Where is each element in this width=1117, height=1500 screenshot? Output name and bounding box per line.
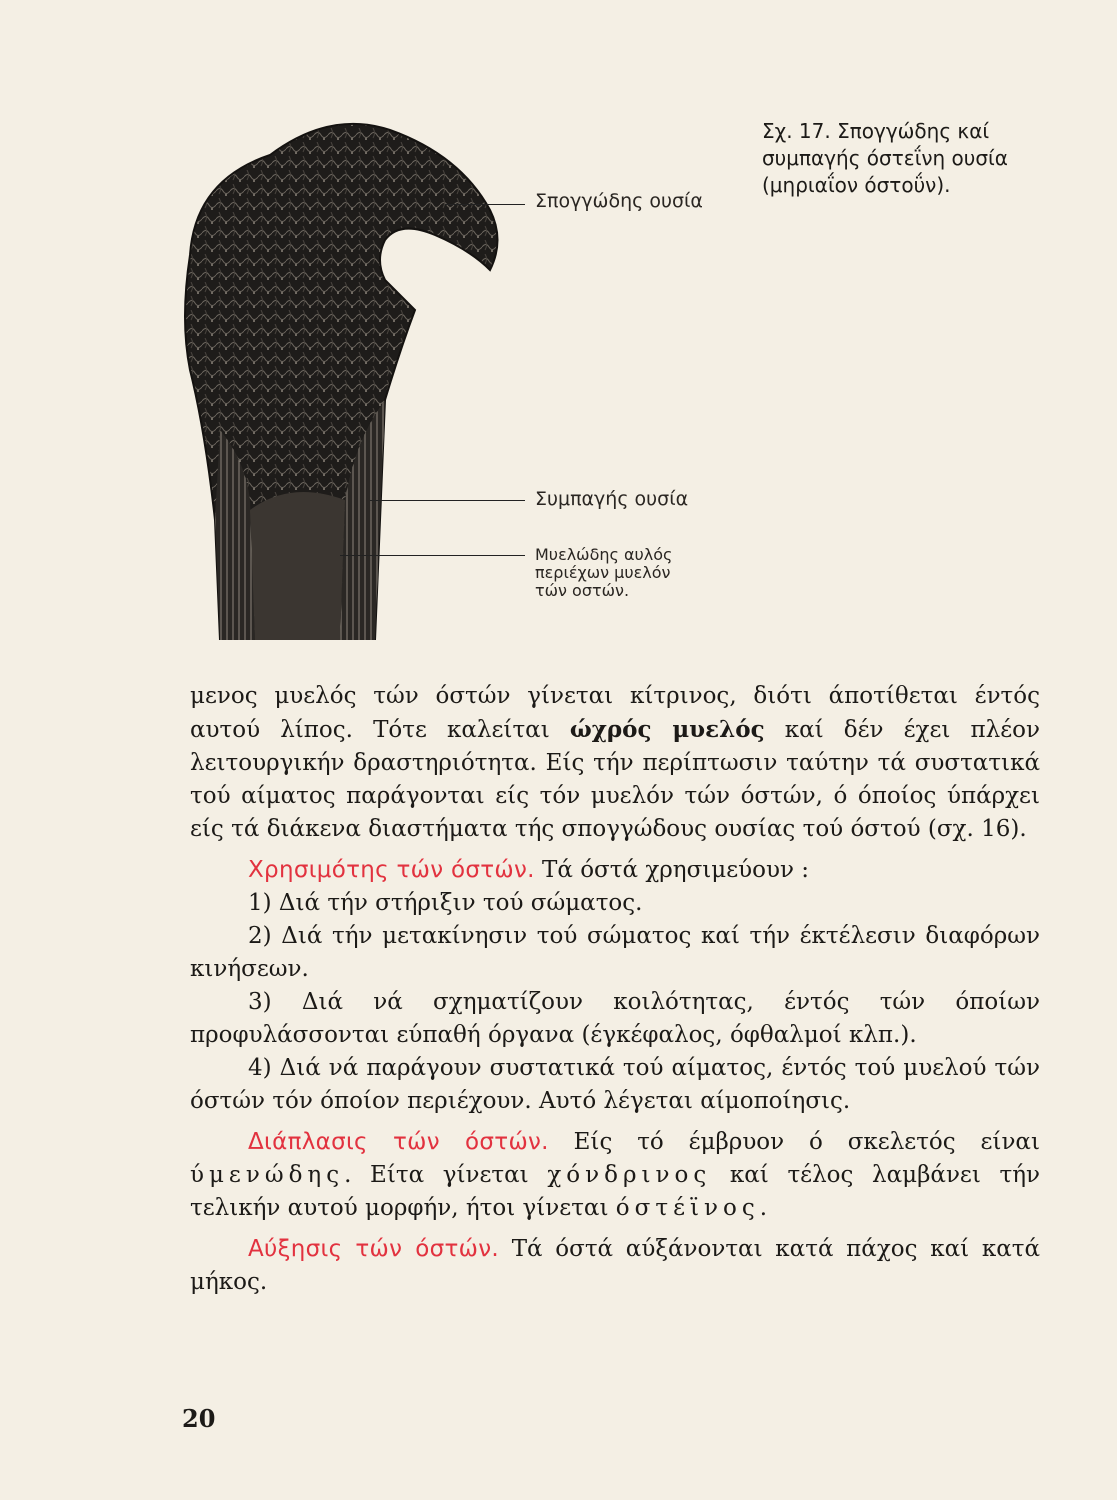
formation-text-a: Είς τό έμβρυον ό σκελετός είναι xyxy=(548,1129,1040,1155)
heading-bone-uses: Χρησιμότης τών όστών. xyxy=(248,857,535,883)
term-cartilaginous: χόνδρινος xyxy=(547,1162,712,1188)
femur-cross-section-image xyxy=(160,100,540,640)
paragraph-yellow-marrow xyxy=(190,680,1040,846)
paragraph-bone-uses xyxy=(190,854,1040,887)
formation-text-d: . xyxy=(759,1195,768,1221)
term-osseous: όστέϊνος xyxy=(615,1195,760,1221)
list-item-3: 3) Διά νά σχηματίζουν κοιλότητας, έντός τών όποίων προφυλάσσονται εύπαθή όργανα (έγκέφαλος, όφθαλμοί κλπ.). xyxy=(190,989,1040,1048)
page-number: 20 xyxy=(182,1404,216,1433)
list-item-4: 4) Διά νά παράγουν συστατικά τού αίματος, έντός τού μυελού τών όστών τόν όποίον περιέχουν. Αυτό λέγεται αίμοποίησις. xyxy=(190,1055,1040,1114)
compact-leader-line xyxy=(370,500,525,501)
label-marrow-line-2: περιέχων μυελόν xyxy=(535,563,671,582)
label-marrow-line-1: Μυελώδης αυλός xyxy=(535,545,673,564)
p1-text-b: καί δέν έχει πλέον λειτουργικήν δραστηριότητα. Είς τήν περίπτωσιν ταύτην τά συστατικά τού αίματος παράγονται είς τόν μυελόν τών όστών, ό όποίος ύπάρχει είς τά διάκενα διαστήματα τής σπογγώδους ουσίας τού όστού (σχ. 16). xyxy=(190,717,1040,842)
heading-bone-growth-text: Τά όστά αύξάνονται κατά πάχος καί κατά μήκος. xyxy=(190,1236,1040,1295)
paragraph-bone-formation xyxy=(190,1126,1040,1225)
list-item-2: 2) Διά τήν μετακίνησιν τού σώματος καί τήν έκτέλεσιν διαφόρων κινήσεων. xyxy=(190,923,1040,982)
marrow-leader-line xyxy=(340,555,525,556)
spongy-leader-line xyxy=(445,204,525,205)
label-marrow-cavity xyxy=(535,546,672,600)
body-text xyxy=(190,680,1040,1299)
label-compact-substance: Συμπαγής ουσία xyxy=(535,488,689,510)
heading-bone-growth: Αύξησις τών όστών. xyxy=(248,1236,499,1262)
figure-caption: Σχ. 17. Σπογγώδης καί συμπαγής όστεΐνη ουσία (μηριαΐον όστοΰν). xyxy=(762,119,1008,197)
term-yellow-marrow: ώχρός μυελός xyxy=(569,716,765,743)
paragraph-bone-growth xyxy=(190,1233,1040,1299)
label-spongy-substance: Σπογγώδης ουσία xyxy=(535,190,703,212)
list-item-1: 1) Διά τήν στήριξιν τού σώματος. xyxy=(248,890,643,916)
term-membranous: ύμενώδης xyxy=(190,1162,345,1188)
label-marrow-line-3: τών οστών. xyxy=(535,581,630,600)
p1-text-a: μενος μυελός τών όστών γίνεται κίτρινος, διότι άποτίθεται έντός αυτού λίπος. Τότε καλείται xyxy=(190,683,1040,743)
heading-bone-uses-text: Τά όστά χρησιμεύουν : xyxy=(534,857,810,883)
formation-text-c: καί τέλος λαμβάνει τήν τελικήν αυτού μορφήν, ήτοι γίνεται xyxy=(190,1162,1040,1221)
heading-bone-formation: Διάπλασις τών όστών. xyxy=(248,1129,549,1155)
formation-text-b: . Είτα γίνεται xyxy=(344,1162,548,1188)
